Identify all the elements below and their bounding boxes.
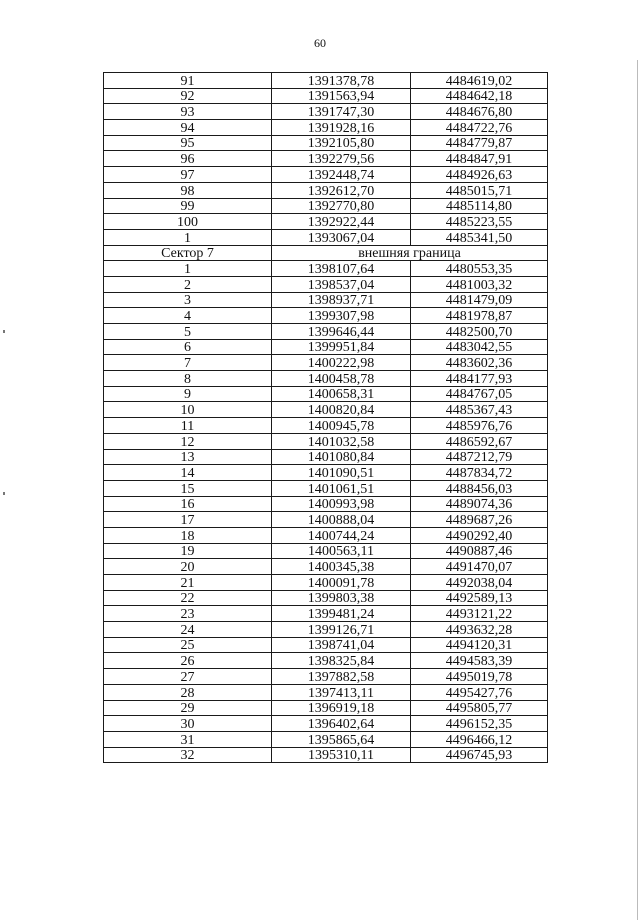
- table-row: [104, 120, 548, 136]
- y-coordinate-cell: 4485976,76: [411, 418, 548, 434]
- point-number-cell: 98: [104, 182, 272, 198]
- table-row: [104, 590, 548, 606]
- table-row: [104, 324, 548, 340]
- point-number-cell: 12: [104, 433, 272, 449]
- y-coordinate-cell: 4490887,46: [411, 543, 548, 559]
- x-coordinate-cell: 1391563,94: [272, 88, 411, 104]
- point-number-cell: 1: [104, 261, 272, 277]
- x-coordinate-cell: 1400658,31: [272, 386, 411, 402]
- point-number-cell: 95: [104, 135, 272, 151]
- point-number-cell: 93: [104, 104, 272, 120]
- table-row: [104, 731, 548, 747]
- sector-header-row: [104, 245, 548, 261]
- x-coordinate-cell: 1399126,71: [272, 622, 411, 638]
- y-coordinate-cell: 4494120,31: [411, 637, 548, 653]
- y-coordinate-cell: 4487834,72: [411, 465, 548, 481]
- y-coordinate-cell: 4484779,87: [411, 135, 548, 151]
- y-coordinate-cell: 4495427,76: [411, 684, 548, 700]
- y-coordinate-cell: 4488456,03: [411, 480, 548, 496]
- table-row: [104, 606, 548, 622]
- table-row: [104, 182, 548, 198]
- y-coordinate-cell: 4483602,36: [411, 355, 548, 371]
- y-coordinate-cell: 4496745,93: [411, 747, 548, 763]
- y-coordinate-cell: 4495019,78: [411, 669, 548, 685]
- y-coordinate-cell: 4489687,26: [411, 512, 548, 528]
- table-row: [104, 433, 548, 449]
- point-number-cell: 24: [104, 622, 272, 638]
- x-coordinate-cell: 1397882,58: [272, 669, 411, 685]
- x-coordinate-cell: 1392105,80: [272, 135, 411, 151]
- point-number-cell: 7: [104, 355, 272, 371]
- point-number-cell: 27: [104, 669, 272, 685]
- point-number-cell: 9: [104, 386, 272, 402]
- x-coordinate-cell: 1400458,78: [272, 371, 411, 387]
- x-coordinate-cell: 1401032,58: [272, 433, 411, 449]
- x-coordinate-cell: 1400945,78: [272, 418, 411, 434]
- table-row: [104, 653, 548, 669]
- table-row: [104, 449, 548, 465]
- y-coordinate-cell: 4483042,55: [411, 339, 548, 355]
- x-coordinate-cell: 1398107,64: [272, 261, 411, 277]
- point-number-cell: 15: [104, 480, 272, 496]
- table-row: [104, 73, 548, 89]
- table-row: [104, 575, 548, 591]
- y-coordinate-cell: 4484722,76: [411, 120, 548, 136]
- point-number-cell: 22: [104, 590, 272, 606]
- table-row: [104, 512, 548, 528]
- y-coordinate-cell: 4485367,43: [411, 402, 548, 418]
- point-number-cell: 31: [104, 731, 272, 747]
- x-coordinate-cell: 1395865,64: [272, 731, 411, 747]
- table-row: [104, 669, 548, 685]
- point-number-cell: 20: [104, 559, 272, 575]
- y-coordinate-cell: 4484767,05: [411, 386, 548, 402]
- table-row: [104, 308, 548, 324]
- point-number-cell: 30: [104, 716, 272, 732]
- point-number-cell: 92: [104, 88, 272, 104]
- sector-label: Сектор 7: [104, 245, 272, 261]
- y-coordinate-cell: 4491470,07: [411, 559, 548, 575]
- table-row: [104, 637, 548, 653]
- x-coordinate-cell: 1396402,64: [272, 716, 411, 732]
- sector-header: [104, 245, 548, 261]
- table-row: [104, 355, 548, 371]
- scan-artifact-mark: [3, 330, 5, 333]
- point-number-cell: 16: [104, 496, 272, 512]
- y-coordinate-cell: 4493632,28: [411, 622, 548, 638]
- y-coordinate-cell: 4484177,93: [411, 371, 548, 387]
- point-number-cell: 100: [104, 214, 272, 230]
- point-number-cell: 29: [104, 700, 272, 716]
- x-coordinate-cell: 1400091,78: [272, 575, 411, 591]
- table-row: [104, 261, 548, 277]
- point-number-cell: 25: [104, 637, 272, 653]
- y-coordinate-cell: 4481003,32: [411, 276, 548, 292]
- point-number-cell: 32: [104, 747, 272, 763]
- y-coordinate-cell: 4485015,71: [411, 182, 548, 198]
- y-coordinate-cell: 4494583,39: [411, 653, 548, 669]
- point-number-cell: 6: [104, 339, 272, 355]
- y-coordinate-cell: 4492589,13: [411, 590, 548, 606]
- point-number-cell: 5: [104, 324, 272, 340]
- x-coordinate-cell: 1400820,84: [272, 402, 411, 418]
- x-coordinate-cell: 1391928,16: [272, 120, 411, 136]
- table-row: [104, 559, 548, 575]
- y-coordinate-cell: 4484642,18: [411, 88, 548, 104]
- x-coordinate-cell: 1400222,98: [272, 355, 411, 371]
- table-row: [104, 716, 548, 732]
- page-number: 60: [314, 36, 326, 50]
- point-number-cell: 8: [104, 371, 272, 387]
- table-row: [104, 465, 548, 481]
- x-coordinate-cell: 1391378,78: [272, 73, 411, 89]
- y-coordinate-cell: 4486592,67: [411, 433, 548, 449]
- table-row: [104, 480, 548, 496]
- table-row: [104, 700, 548, 716]
- table-row: [104, 135, 548, 151]
- x-coordinate-cell: 1398937,71: [272, 292, 411, 308]
- point-number-cell: 17: [104, 512, 272, 528]
- table-row: [104, 104, 548, 120]
- x-coordinate-cell: 1400993,98: [272, 496, 411, 512]
- x-coordinate-cell: 1393067,04: [272, 229, 411, 245]
- point-number-cell: 11: [104, 418, 272, 434]
- x-coordinate-cell: 1392612,70: [272, 182, 411, 198]
- coordinates-table: [103, 72, 548, 763]
- point-number-cell: 10: [104, 402, 272, 418]
- table-row: [104, 88, 548, 104]
- point-number-cell: 99: [104, 198, 272, 214]
- y-coordinate-cell: 4484619,02: [411, 73, 548, 89]
- point-number-cell: 13: [104, 449, 272, 465]
- x-coordinate-cell: 1392770,80: [272, 198, 411, 214]
- x-coordinate-cell: 1398741,04: [272, 637, 411, 653]
- table-row: [104, 371, 548, 387]
- x-coordinate-cell: 1400563,11: [272, 543, 411, 559]
- y-coordinate-cell: 4480553,35: [411, 261, 548, 277]
- y-coordinate-cell: 4481978,87: [411, 308, 548, 324]
- boundary-label: внешняя граница: [272, 245, 548, 261]
- point-number-cell: 18: [104, 527, 272, 543]
- table-row: [104, 622, 548, 638]
- x-coordinate-cell: 1401090,51: [272, 465, 411, 481]
- table-row: [104, 402, 548, 418]
- y-coordinate-cell: 4495805,77: [411, 700, 548, 716]
- point-number-cell: 91: [104, 73, 272, 89]
- table-body-top: [104, 73, 548, 246]
- table-row: [104, 276, 548, 292]
- x-coordinate-cell: 1398325,84: [272, 653, 411, 669]
- table-row: [104, 339, 548, 355]
- table-row: [104, 543, 548, 559]
- y-coordinate-cell: 4485223,55: [411, 214, 548, 230]
- point-number-cell: 94: [104, 120, 272, 136]
- point-number-cell: 23: [104, 606, 272, 622]
- point-number-cell: 28: [104, 684, 272, 700]
- point-number-cell: 4: [104, 308, 272, 324]
- table-row: [104, 386, 548, 402]
- table-row: [104, 214, 548, 230]
- x-coordinate-cell: 1400744,24: [272, 527, 411, 543]
- x-coordinate-cell: 1401080,84: [272, 449, 411, 465]
- y-coordinate-cell: 4493121,22: [411, 606, 548, 622]
- y-coordinate-cell: 4484676,80: [411, 104, 548, 120]
- y-coordinate-cell: 4492038,04: [411, 575, 548, 591]
- point-number-cell: 1: [104, 229, 272, 245]
- x-coordinate-cell: 1400888,04: [272, 512, 411, 528]
- table-body-sector: [104, 261, 548, 763]
- x-coordinate-cell: 1397413,11: [272, 684, 411, 700]
- y-coordinate-cell: 4490292,40: [411, 527, 548, 543]
- table-row: [104, 198, 548, 214]
- table-row: [104, 527, 548, 543]
- table-row: [104, 229, 548, 245]
- x-coordinate-cell: 1399307,98: [272, 308, 411, 324]
- y-coordinate-cell: 4489074,36: [411, 496, 548, 512]
- x-coordinate-cell: 1401061,51: [272, 480, 411, 496]
- y-coordinate-cell: 4485114,80: [411, 198, 548, 214]
- y-coordinate-cell: 4484926,63: [411, 167, 548, 183]
- scan-artifact-mark: [3, 492, 5, 495]
- x-coordinate-cell: 1400345,38: [272, 559, 411, 575]
- scan-edge-line: [637, 60, 638, 920]
- x-coordinate-cell: 1392448,74: [272, 167, 411, 183]
- point-number-cell: 26: [104, 653, 272, 669]
- x-coordinate-cell: 1392922,44: [272, 214, 411, 230]
- table-row: [104, 418, 548, 434]
- point-number-cell: 19: [104, 543, 272, 559]
- x-coordinate-cell: 1399481,24: [272, 606, 411, 622]
- x-coordinate-cell: 1399951,84: [272, 339, 411, 355]
- table-row: [104, 684, 548, 700]
- y-coordinate-cell: 4496152,35: [411, 716, 548, 732]
- point-number-cell: 97: [104, 167, 272, 183]
- point-number-cell: 2: [104, 276, 272, 292]
- table-row: [104, 292, 548, 308]
- table-row: [104, 167, 548, 183]
- point-number-cell: 3: [104, 292, 272, 308]
- y-coordinate-cell: 4484847,91: [411, 151, 548, 167]
- x-coordinate-cell: 1395310,11: [272, 747, 411, 763]
- y-coordinate-cell: 4496466,12: [411, 731, 548, 747]
- y-coordinate-cell: 4481479,09: [411, 292, 548, 308]
- x-coordinate-cell: 1391747,30: [272, 104, 411, 120]
- x-coordinate-cell: 1399646,44: [272, 324, 411, 340]
- y-coordinate-cell: 4482500,70: [411, 324, 548, 340]
- point-number-cell: 96: [104, 151, 272, 167]
- x-coordinate-cell: 1392279,56: [272, 151, 411, 167]
- x-coordinate-cell: 1398537,04: [272, 276, 411, 292]
- table-row: [104, 496, 548, 512]
- y-coordinate-cell: 4485341,50: [411, 229, 548, 245]
- y-coordinate-cell: 4487212,79: [411, 449, 548, 465]
- table-row: [104, 747, 548, 763]
- point-number-cell: 14: [104, 465, 272, 481]
- x-coordinate-cell: 1399803,38: [272, 590, 411, 606]
- x-coordinate-cell: 1396919,18: [272, 700, 411, 716]
- point-number-cell: 21: [104, 575, 272, 591]
- table-row: [104, 151, 548, 167]
